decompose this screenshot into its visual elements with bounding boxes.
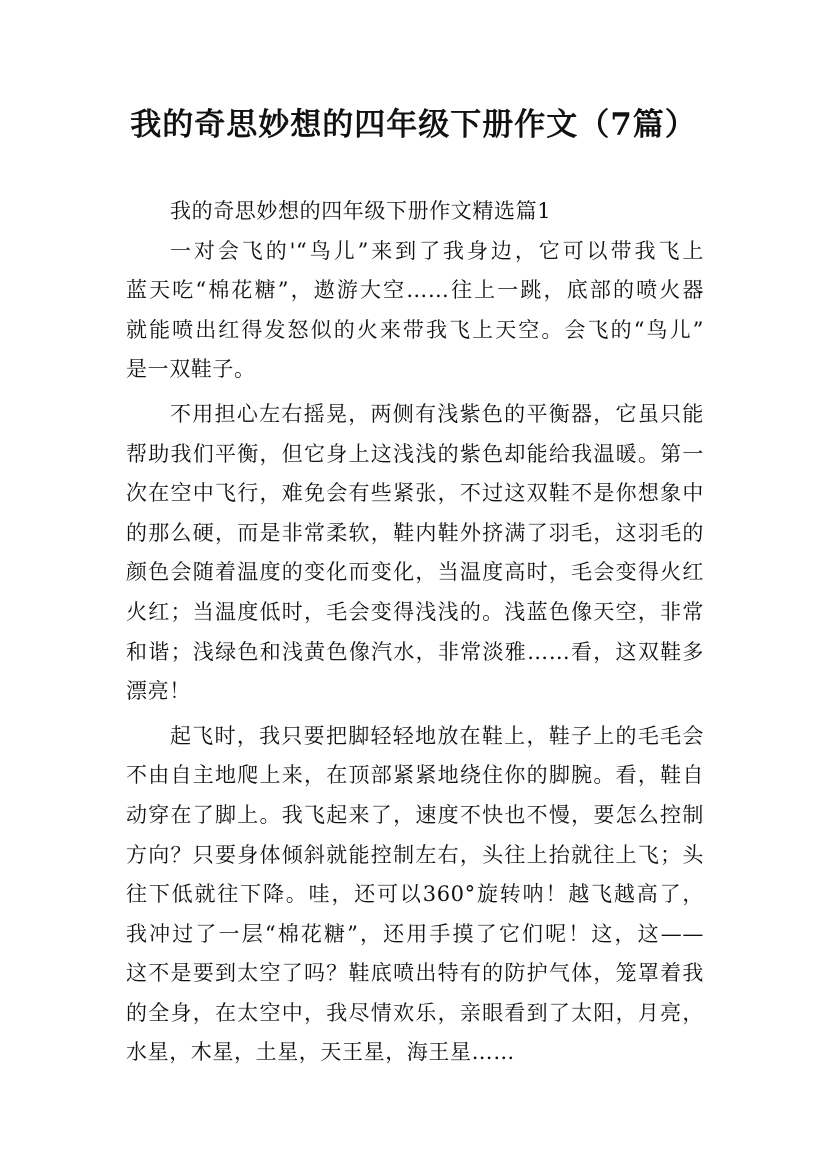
paragraph-line: 帮助我们平衡，但它身上这浅浅的紫色却能给我温暖。第一 bbox=[126, 441, 704, 466]
paragraph-line: 水星，木星，土星，天王星，海王星…… bbox=[126, 1040, 515, 1065]
paragraph bbox=[126, 232, 704, 390]
document-body bbox=[126, 192, 704, 1073]
paragraph-line: 就能喷出红得发怒似的火来带我飞上天空。会飞的“鸟儿” bbox=[126, 317, 704, 342]
paragraph-line: 蓝天吃“棉花糖”，遨游大空……往上一跳，底部的喷火器 bbox=[126, 278, 704, 303]
paragraph-line: 不由自主地爬上来，在顶部紧紧地绕住你的脚腕。看，鞋自 bbox=[126, 763, 704, 788]
paragraph-line: 动穿在了脚上。我飞起来了，速度不快也不慢，要怎么控制 bbox=[126, 802, 704, 827]
paragraph bbox=[126, 395, 704, 712]
document-title: 我的奇思妙想的四年级下册作文（7篇） bbox=[130, 107, 697, 143]
paragraph-line: 这不是要到太空了吗？鞋底喷出特有的防护气体，笼罩着我 bbox=[126, 961, 704, 986]
paragraph-line: 方向？只要身体倾斜就能控制左右，头往上抬就往上飞；头 bbox=[126, 842, 704, 867]
paragraph-line: 漂亮！ bbox=[126, 679, 191, 704]
paragraph-line: 和谐；浅绿色和浅黄色像汽水，非常淡雅……看，这双鞋多 bbox=[126, 639, 704, 664]
paragraph-line: 一对会飞的'“鸟儿”来到了我身边，它可以带我飞上 bbox=[170, 238, 704, 263]
paragraph-line: 的全身，在太空中，我尽情欢乐，亲眼看到了太阳，月亮， bbox=[126, 1000, 704, 1025]
paragraph-line: 火红；当温度低时，毛会变得浅浅的。浅蓝色像天空，非常 bbox=[126, 599, 704, 624]
paragraph-line: 往下低就往下降。哇，还可以360°旋转呐！越飞越高了， bbox=[126, 882, 704, 907]
paragraph-line: 我冲过了一层“棉花糖”，还用手摸了它们呢！这，这—— bbox=[126, 921, 704, 946]
paragraph-line: 起飞时，我只要把脚轻轻地放在鞋上，鞋子上的毛毛会 bbox=[170, 723, 704, 748]
section-heading: 我的奇思妙想的四年级下册作文精选篇1 bbox=[170, 199, 552, 223]
paragraph-line: 是一双鞋子。 bbox=[126, 357, 256, 382]
paragraph-line: 不用担心左右摇晃，两侧有浅紫色的平衡器，它虽只能 bbox=[170, 401, 704, 426]
paragraph-line: 次在空中飞行，难免会有些紧张，不过这双鞋不是你想象中 bbox=[126, 481, 704, 506]
paragraph-line: 的那么硬，而是非常柔软，鞋内鞋外挤满了羽毛，这羽毛的 bbox=[126, 520, 704, 545]
paragraph-line: 颜色会随着温度的变化而变化，当温度高时，毛会变得火红 bbox=[126, 560, 704, 585]
paragraph bbox=[126, 717, 704, 1073]
